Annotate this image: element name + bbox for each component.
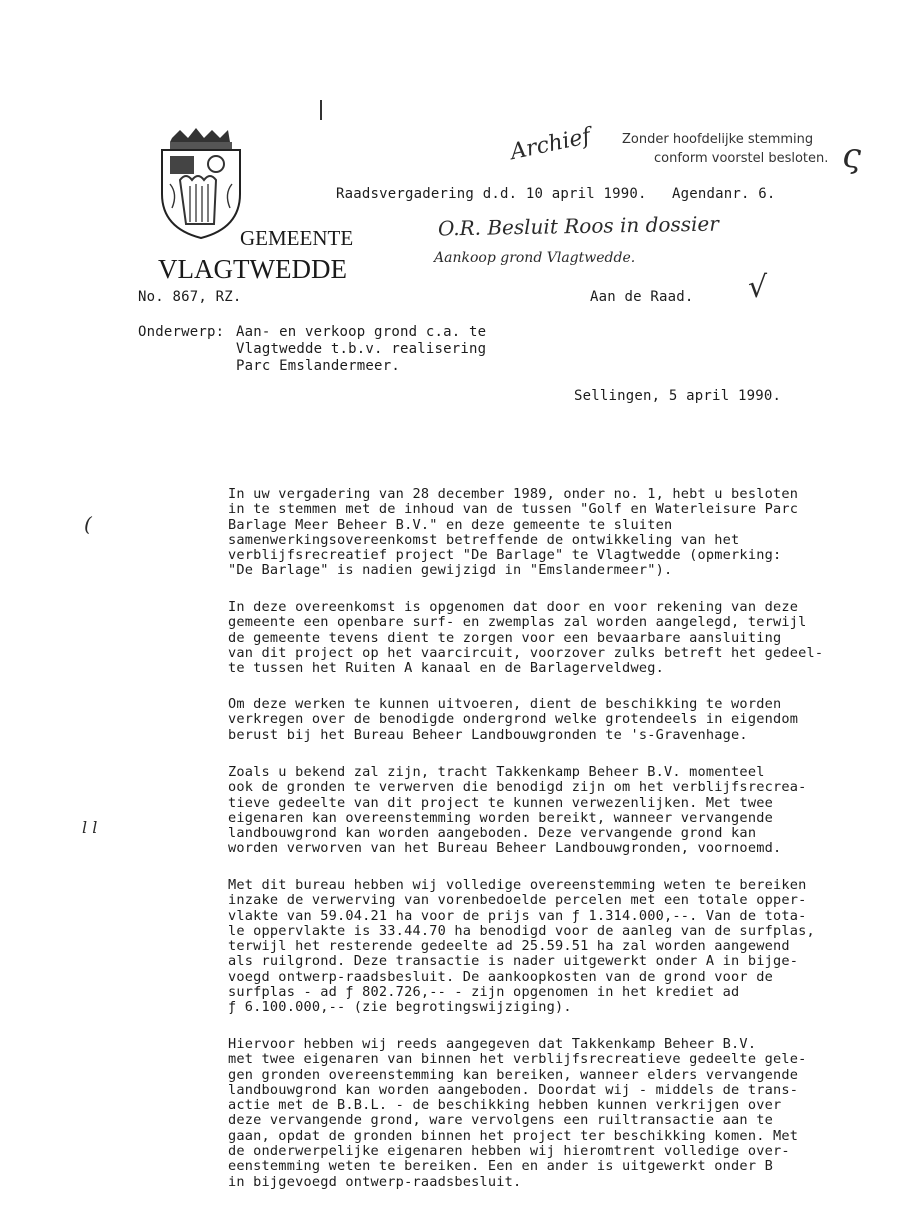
place-date: Sellingen, 5 april 1990. [574,388,782,404]
paragraph-3 [228,697,828,743]
meeting-date: Raadsvergadering d.d. 10 april 1990. [336,186,647,202]
subject-label: Onderwerp: [138,324,225,340]
paragraph-6 [228,1037,828,1190]
text-line: verblijfsrecreatief project "De Barlage" te Vlagtwedde (opmerking: [228,547,782,564]
document-number: No. 867, RZ. [138,289,242,305]
text-line: landbouwgrond kan worden aangeboden. Doordat wij - middels de trans- [228,1081,799,1098]
text-line: als ruilgrond. Deze transactie is nader uitgewerkt onder A in bijge- [228,953,799,970]
coat-of-arms-icon [156,128,246,240]
text-line: gaan, opdat de gronden binnen het project ter beschikking komen. Met [228,1127,799,1144]
text-line: Hiervoor hebben wij reeds aangegeven dat Takkenkamp Beheer B.V. [228,1036,757,1052]
text-line: gen gronden overeenstemming kan bereiken, wanneer elders vervangende [228,1066,799,1083]
decision-stamp-line2: conform voorstel besloten. [654,151,829,166]
paragraph-2 [228,600,828,676]
text-line: de gemeente tevens dient te zorgen voor een bevaarbare aansluiting [228,629,782,646]
text-line: eenstemming weten te bereiken. Een en ander is uitgewerkt onder B [228,1158,773,1175]
text-line: ook de gronden te verwerven die benodigd zijn om het verblijfsrecrea- [228,779,807,796]
text-line: Barlage Meer Beheer B.V." en deze gemeente te sluiten [228,516,673,533]
subject-line1: Aan- en verkoop grond c.a. te [236,324,487,340]
municipality-name-line1: GEMEENTE [240,226,354,250]
text-line: voegd ontwerp-raadsbesluit. De aankoopkosten van de grond voor de [228,968,773,985]
text-line: te tussen het Ruiten A kanaal en de Barlagerveldweg. [228,660,664,677]
paragraph-5 [228,878,828,1016]
text-line: berust bij het Bureau Beheer Landbouwgronden te 's-Gravenhage. [228,726,748,743]
text-line: met twee eigenaren van binnen het verblijfsrecreatieve gedeelte gele- [228,1051,807,1068]
margin-mark-left-2: l l [82,818,98,837]
text-line: ƒ 6.100.000,-- (zie begrotingswijziging). [228,999,572,1016]
text-line: gemeente een openbare surf- en zwemplas zal worden aangelegd, terwijl [228,614,807,631]
margin-mark-top [320,100,322,120]
text-line: samenwerkingsovereenkomst betreffende de ontwikkeling van het [228,531,740,548]
text-line: Zoals u bekend zal zijn, tracht Takkenkamp Beheer B.V. momenteel [228,764,765,780]
margin-mark-left-1: ( [84,512,92,536]
text-line: in te stemmen met de inhoud van de tussen "Golf en Waterleisure Parc [228,501,799,518]
text-line: tieve gedeelte van dit project te kunnen verwezenlijken. Met twee [228,794,773,811]
text-line: in bijgevoegd ontwerp-raadsbesluit. [228,1173,522,1190]
handwritten-note-line1: O.R. Besluit Roos in dossier [437,211,719,241]
text-line: worden verworven van het Bureau Beheer Landbouwgronden, voornoemd. [228,840,782,857]
subject-line2: Vlagtwedde t.b.v. realisering [236,341,487,357]
subject-line3: Parc Emslandermeer. [236,358,400,374]
text-line: van dit project op het vaarcircuit, voorzover zulks betreft het gedeel- [228,644,824,661]
handwritten-archive: Archief [508,123,593,166]
text-line: In uw vergadering van 28 december 1989, onder no. 1, hebt u besloten [228,486,799,502]
text-line: landbouwgrond kan worden aangeboden. Deze vervangende grond kan [228,825,757,842]
handwritten-note-line2: Aankoop grond Vlagtwedde. [434,250,636,266]
municipality-name-line2: VLAGTWEDDE [158,254,347,284]
text-line: de onderwerpelijke eigenaren hebben wij hieromtrent volledige over- [228,1143,790,1160]
handwritten-check: √ [748,270,768,305]
text-line: inzake de verwerving van vorenbedoelde percelen met een totale opper- [228,892,807,909]
paragraph-4 [228,765,828,857]
text-line: actie met de B.B.L. - de beschikking hebben kunnen verkrijgen over [228,1097,782,1114]
text-line: terwijl het resterende gedeelte ad 25.59.51 ha zal worden aangewend [228,938,790,955]
addressee: Aan de Raad. [590,289,694,305]
paragraph-1 [228,487,828,579]
text-line: "De Barlage" is nadien gewijzigd in "Emslandermeer"). [228,562,673,579]
stamp-initial: ς [842,136,862,176]
text-line: eigenaren kan overeenstemming worden bereikt, wanneer vervangende [228,809,773,826]
text-line: vlakte van 59.04.21 ha voor de prijs van ƒ 1.314.000,--. Van de tota- [228,907,807,924]
text-line: deze vervangende grond, ware vervolgens een ruiltransactie aan te [228,1112,773,1129]
text-line: In deze overeenkomst is opgenomen dat door en voor rekening van deze [228,599,799,615]
text-line: surfplas - ad ƒ 802.726,-- - zijn opgenomen in het krediet ad [228,984,740,1001]
text-line: Om deze werken te kunnen uitvoeren, dient de beschikking te worden [228,696,782,712]
text-line: le oppervlakte is 33.44.70 ha benodigd voor de aanleg van de surfplas, [228,922,815,939]
decision-stamp-line1: Zonder hoofdelijke stemming [622,132,814,147]
text-line: Met dit bureau hebben wij volledige overeenstemming weten te bereiken [228,877,807,893]
text-line: verkregen over de benodigde ondergrond welke grotendeels in eigendom [228,711,799,728]
agenda-number: Agendanr. 6. [672,186,776,202]
